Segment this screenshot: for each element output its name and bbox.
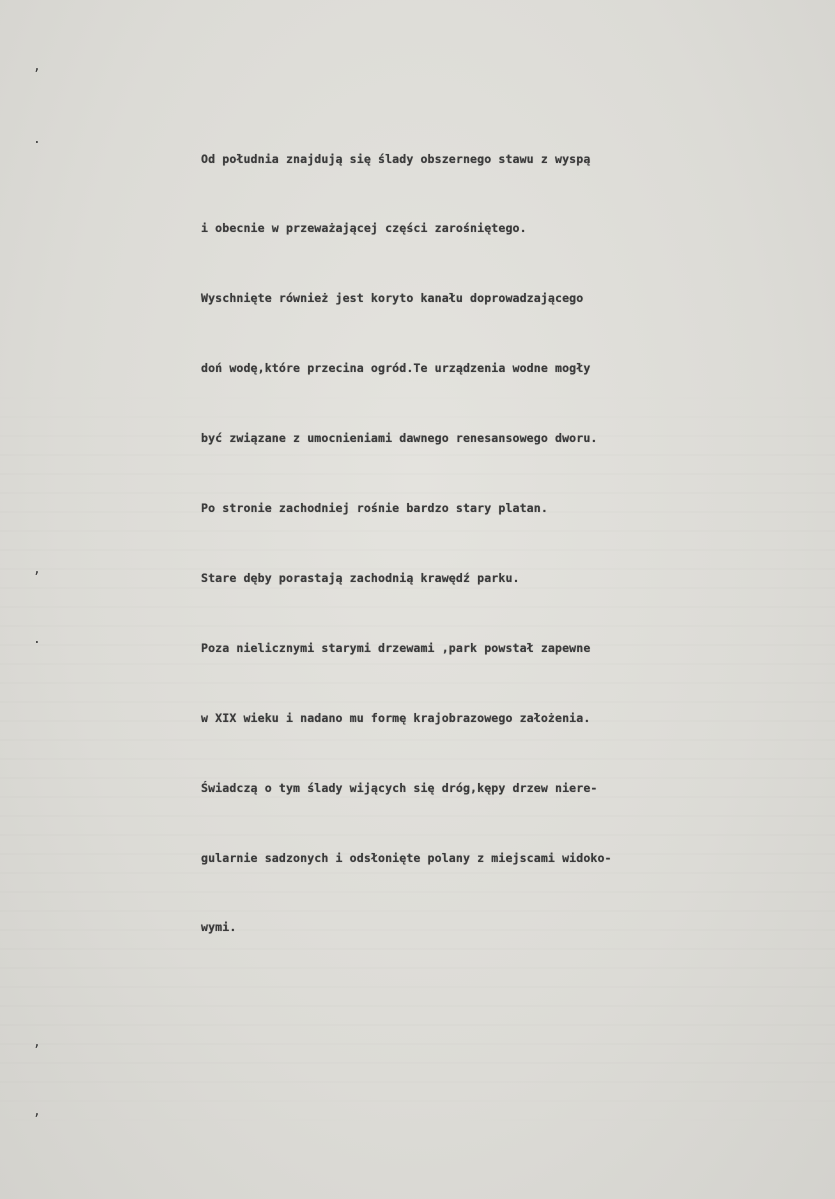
binding-hole-mark: , [33,562,41,577]
binding-hole-mark: , [33,59,41,74]
text-line: w XIX wieku i nadano mu formę krajobrazowego założenia. [201,710,591,725]
text-line: Od południa znajdują się ślady obszernego stawu z wyspą [201,151,591,166]
text-line: Po stronie zachodniej rośnie bardzo stary platan. [201,501,548,516]
text-line: być związane z umocnieniami dawnego renesansowego dworu. [201,431,598,446]
text-line: Poza nielicznymi starymi drzewami ,park powstał zapewne [201,640,591,655]
text-line: gularnie sadzonych i odsłonięte polany z miejscami widoko- [201,850,612,865]
text-line: i obecnie w przeważającej części zarośniętego. [201,221,527,236]
text-line: Świadczą o tym ślady wijących się dróg,kępy drzew niere- [201,780,598,795]
text-line: Wyschnięte również jest koryto kanału doprowadzającego [201,291,584,306]
binding-hole-mark: , [33,1104,41,1119]
text-line: doń wodę,które przecina ogród.Te urządzenia wodne mogły [201,361,591,376]
binding-hole-mark: , [33,1035,41,1050]
binding-hole-mark: . [33,132,41,147]
typewritten-paragraph [201,101,811,986]
text-line: wymi. [201,920,237,935]
binding-hole-mark: . [33,632,41,647]
text-line: Stare dęby porastają zachodnią krawędź parku. [201,570,520,585]
